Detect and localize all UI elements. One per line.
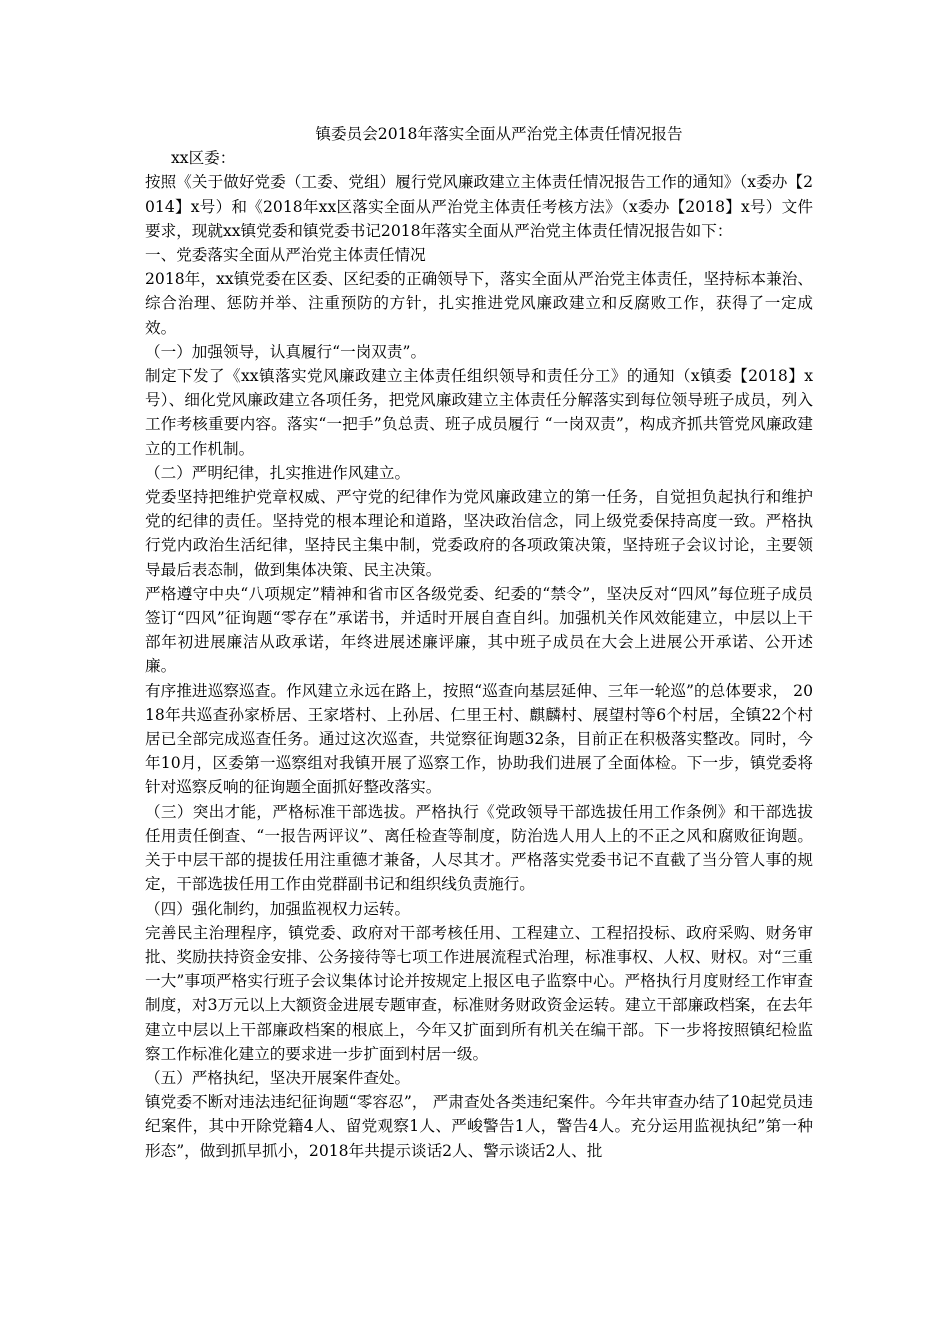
- subsection-heading: （四）强化制约，加强监视权力运转。: [145, 899, 411, 918]
- document-page: [145, 122, 813, 1163]
- paragraph: 严格遵守中央“八项规定”精神和省市区各级党委、纪委的“禁令”，坚决反对“四风”每位班子成员签订“四风”征询题“零存在”承诺书，并适时开展自查自纠。加强机关作风效能建立，中层以上干部年初进展廉洁从政承诺，年终进展述廉评廉，其中班子成员在大会上进展公开承诺、公开述廉。: [145, 584, 813, 676]
- subsection-heading: （一）加强领导，认真履行“一岗双责”。: [145, 342, 427, 361]
- paragraph: （三）突出才能，严格标准干部选拔。严格执行《党政领导干部选拔任用工作条例》和干部选拔任用责任倒查、“一报告两评议”、离任检查等制度，防治选人用人上的不正之风和腐败征询题。关于中层干部的提拔任用注重德才兼备，人尽其才。严格落实党委书记不直截了当分管人事的规定，干部选拔任用工作由党群副书记和组织线负责施行。: [145, 802, 813, 894]
- paragraph: 镇党委不断对违法违纪征询题“零容忍”， 严肃查处各类违纪案件。今年共审查办结了10起党员违纪案件，其中开除党籍4人、留党观察1人、严峻警告1人，警告4人。充分运用监视执纪”第一种形态”，做到抓早抓小，2018年共提示谈话2人、警示谈话2人、批: [145, 1093, 813, 1160]
- paragraph: 有序推进巡察巡查。作风建立永远在路上，按照“巡查向基层延伸、三年一轮巡”的总体要求， 2018年共巡查孙家桥居、王家塔村、上孙居、仁里王村、麒麟村、展望村等6个村居，全镇22个村居已全部完成巡查任务。通过这次巡查，共觉察征询题32条，目前正在积极落实整改。同时，今年10月，区委第一巡察组对我镇开展了巡察工作，协助我们进展了全面体检。下一步，镇党委将针对巡察反响的征询题全面抓好整改落实。: [145, 681, 813, 797]
- paragraph: 2018年，xx镇党委在区委、区纪委的正确领导下，落实全面从严治党主体责任，坚持标本兼治、综合治理、惩防并举、注重预防的方针，扎实推进党风廉政建立和反腐败工作，获得了一定成效。: [145, 270, 813, 337]
- subsection-heading: （二）严明纪律，扎实推进作风建立。: [145, 463, 411, 482]
- paragraph: 完善民主治理程序，镇党委、政府对干部考核任用、工程建立、工程招投标、政府采购、财务审批、奖励扶持资金安排、公务接待等七项工作进展流程式治理，标准事权、人权、财权。对“三重一大”事项严格实行班子会议集体讨论并按规定上报区电子监察中心。严格执行月度财经工作审查制度，对3万元以上大额资金进展专题审查，标准财务财政资金运转。建立干部廉政档案，在去年建立中层以上干部廉政档案的根底上，今年又扩面到所有机关在编干部。下一步将按照镇纪检监察工作标准化建立的要求进一步扩面到村居一级。: [145, 923, 813, 1063]
- paragraph: 按照《关于做好党委（工委、党组）履行党风廉政建立主体责任情况报告工作的通知》（x委办【2014】x号）和《2018年xx区落实全面从严治党主体责任考核方法》（x委办【2018】x号）文件要求，现就xx镇党委和镇党委书记2018年落实全面从严治党主体责任情况报告如下：: [145, 173, 813, 240]
- salutation: xx区委：: [171, 149, 236, 168]
- section-heading: 一、党委落实全面从严治党主体责任情况: [145, 246, 426, 265]
- document-title: 镇委员会2018年落实全面从严治党主体责任情况报告: [315, 125, 683, 143]
- subsection-heading: （五）严格执纪，坚决开展案件查处。: [145, 1068, 411, 1087]
- paragraph: 制定下发了《xx镇落实党风廉政建立主体责任组织领导和责任分工》的通知（x镇委【2018】x号）、细化党风廉政建立各项任务，把党风廉政建立主体责任分解落实到每位领导班子成员，列入工作考核重要内容。落实“一把手”负总责、班子成员履行 “一岗双责”，构成齐抓共管党风廉政建立的工作机制。: [145, 367, 813, 458]
- paragraph: 党委坚持把维护党章权威、严守党的纪律作为党风廉政建立的第一任务，自觉担负起执行和维护党的纪律的责任。坚持党的根本理论和道路，坚决政治信念，同上级党委保持高度一致。严格执行党内政治生活纪律，坚持民主集中制，党委政府的各项政策决策，坚持班子会议讨论，主要领导最后表态制，做到集体决策、民主决策。: [145, 488, 813, 579]
